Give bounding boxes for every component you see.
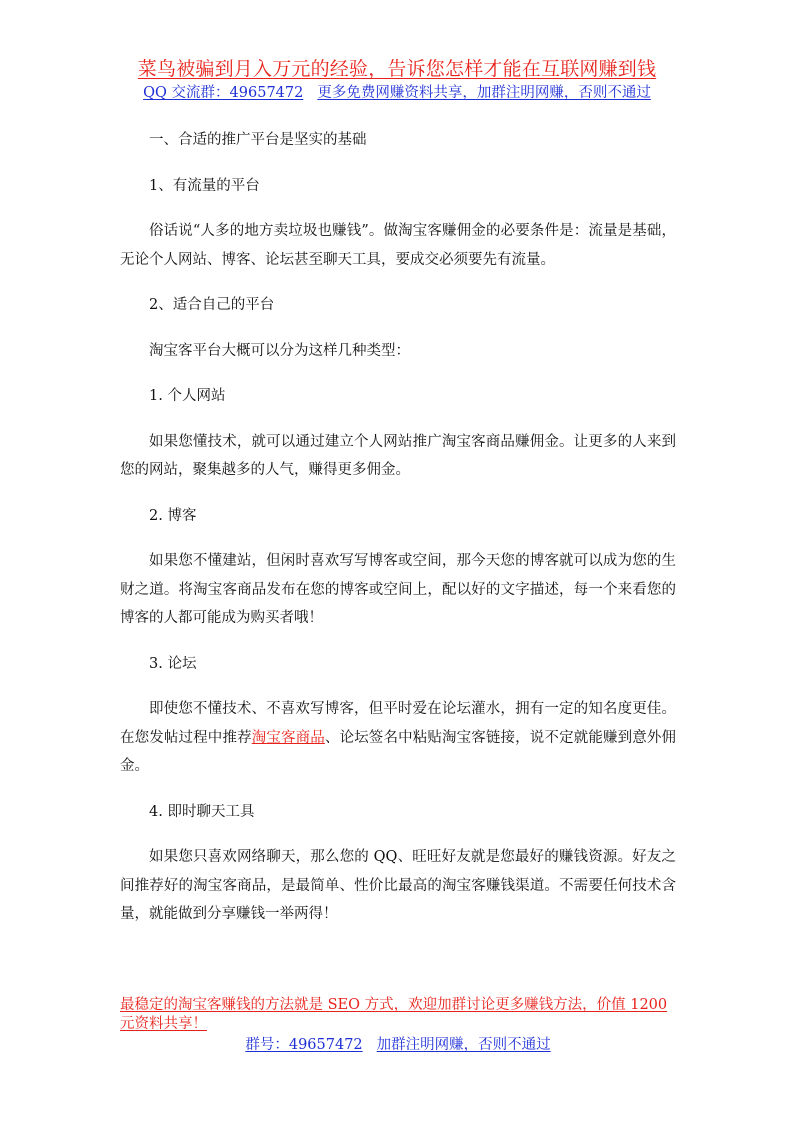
document-header xyxy=(0,56,794,103)
item-4-body: 如果您只喜欢网络聊天，那么您的 QQ、旺旺好友就是您最好的赚钱资源。好友之间推荐好的淘宝客商品，是最简单、性价比最高的淘宝客赚钱渠道。不需要任何技术含量，就能做到分享赚钱一举两得！ xyxy=(120,849,676,922)
article-body xyxy=(120,126,676,946)
item-4-title: 4. 即时聊天工具 xyxy=(149,803,255,820)
item-2-title: 2. 博客 xyxy=(149,507,197,524)
item-1-title: 1. 个人网站 xyxy=(149,388,226,404)
item-3-title: 3. 论坛 xyxy=(149,655,197,672)
section-1-title: 1、有流量的平台 xyxy=(149,177,260,194)
header-notice: 更多免费网赚资料共享，加群注明网赚，否则不通过 xyxy=(317,85,651,101)
heading-platform-basis: 一、合适的推广平台是坚实的基础 xyxy=(149,132,367,148)
section-1-body: 俗话说“人多的地方卖垃圾也赚钱”。做淘宝客赚佣金的必要条件是：流量是基础，无论个人网站、博客、论坛甚至聊天工具，要成交必须要先有流量。 xyxy=(120,223,676,268)
footer-notice: 加群注明网赚，否则不通过 xyxy=(376,1037,551,1053)
header-qq-group: QQ 交流群：49657472 xyxy=(143,85,304,101)
item-3-body-before: 即使您不懂技术、不喜欢写博客，但平时爱在论坛灌水，拥有一定的知名度更佳。在您发帖过程中推荐 xyxy=(120,701,676,746)
footer-group-number: 群号：49657472 xyxy=(245,1037,363,1053)
taobaoke-products-link[interactable]: 淘宝客商品 xyxy=(251,729,325,746)
section-2-title: 2、适合自己的平台 xyxy=(149,297,275,313)
section-2-intro: 淘宝客平台大概可以分为这样几种类型： xyxy=(149,342,410,359)
item-2-body: 如果您不懂建站，但闲时喜欢写写博客或空间，那今天您的博客就可以成为您的生财之道。将淘宝客商品发布在您的博客或空间上，配以好的文字描述，每一个来看您的博客的人都可能成为购买者哦！ xyxy=(120,553,676,626)
footer-group-line xyxy=(120,1036,676,1055)
item-3-body-after: 、论坛签名中粘贴淘宝客链接，说不定就能赚到意外佣金。 xyxy=(120,729,677,774)
header-title: 菜鸟被骗到月入万元的经验，告诉您怎样才能在互联网赚到钱 xyxy=(137,58,657,80)
document-footer xyxy=(120,996,676,1055)
footer-promo: 最稳定的淘宝客赚钱的方法就是 SEO 方式，欢迎加群讨论更多赚钱方法，价值 1200 元资料共享！ xyxy=(120,997,668,1032)
item-3-body xyxy=(120,695,676,781)
item-1-body: 如果您懂技术，就可以通过建立个人网站推广淘宝客商品赚佣金。让更多的人来到您的网站，聚集越多的人气，赚得更多佣金。 xyxy=(120,433,676,478)
header-subline xyxy=(0,83,794,103)
